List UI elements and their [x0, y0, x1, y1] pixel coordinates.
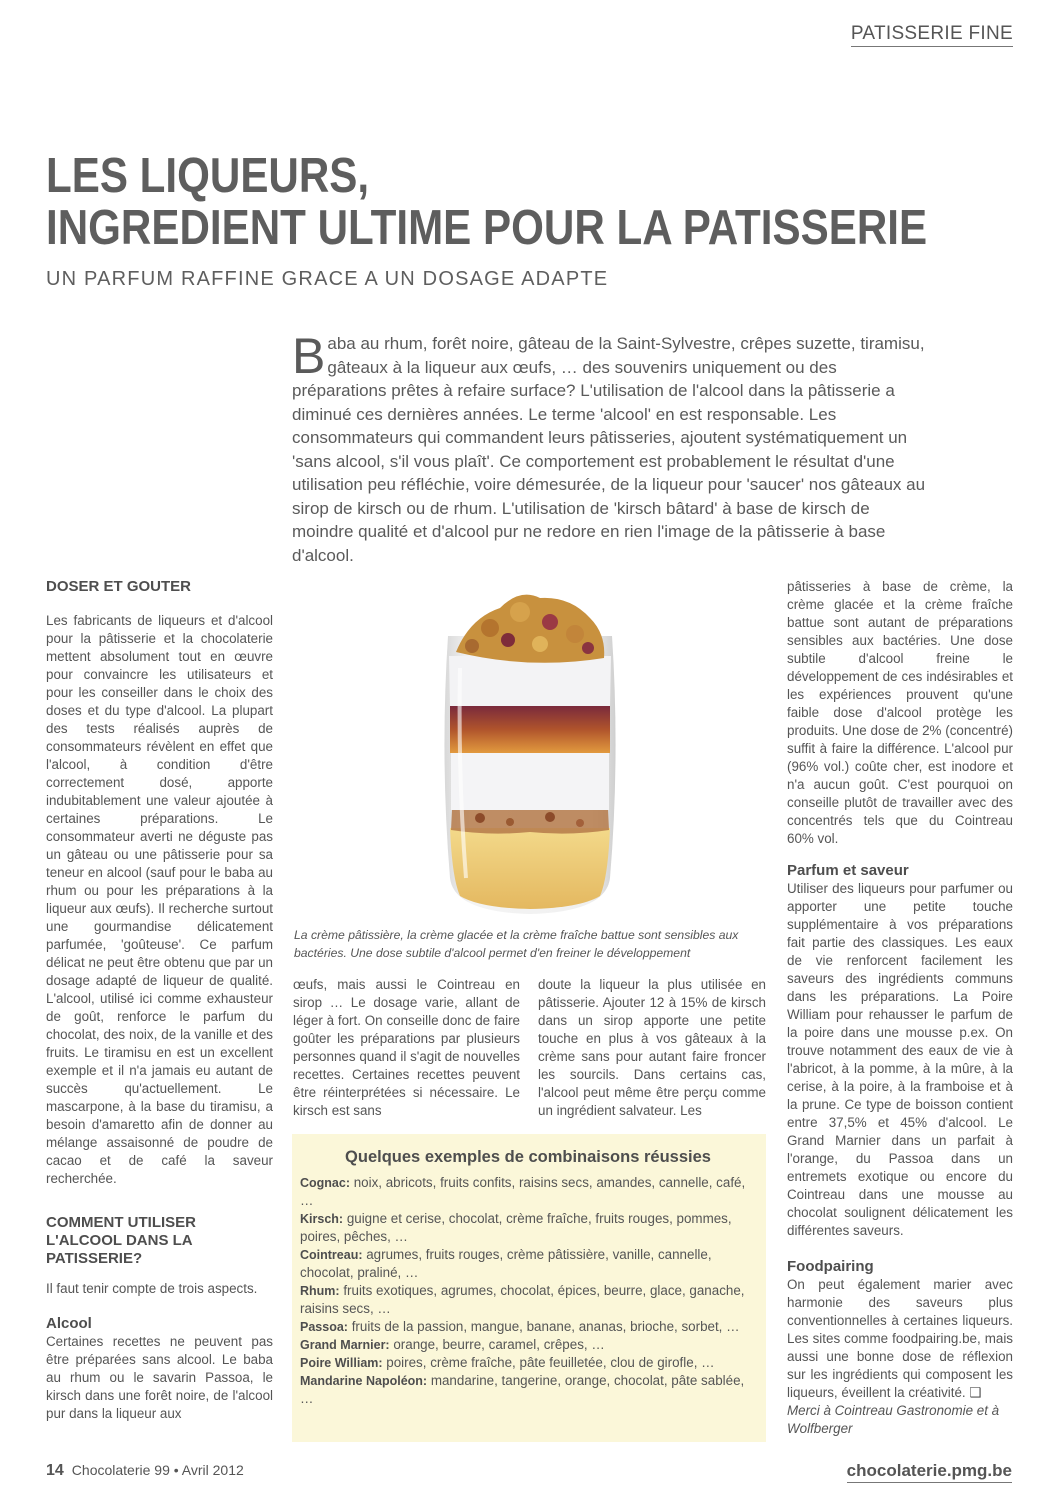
article-subtitle: UN PARFUM RAFFINE GRACE A UN DOSAGE ADAPTE: [46, 268, 609, 290]
title-line-2: INGREDIENT ULTIME POUR LA PATISSERIE: [46, 201, 928, 255]
left-column: [46, 578, 273, 1423]
box-item: [300, 1354, 756, 1372]
heading-doser: DOSER ET GOUTER: [46, 578, 192, 595]
box-item-text: poires, crème fraîche, pâte feuilletée, clou de girofle, …: [386, 1355, 715, 1370]
box-item-name: Kirsch:: [300, 1212, 344, 1226]
photo-caption: La crème pâtissière, la crème glacée et la crème fraîche battue sont sensibles aux bactéries. Une dose subtile d'alcool permet d'en freiner le développement: [294, 928, 739, 960]
right-column: [787, 578, 1013, 1438]
subhead-foodpairing: Foodpairing: [787, 1258, 874, 1275]
article-title: [46, 149, 928, 255]
box-item: [300, 1282, 756, 1318]
combinations-box: [292, 1134, 766, 1442]
box-item-name: Poire William:: [300, 1356, 383, 1370]
paragraph-doser: Les fabricants de liqueurs et d'alcool pour la pâtisserie et la chocolaterie mettent absolument tout en œuvre pour convaincre les utilisateurs et pour les conseiller dans le choix des doses et du type d'alcool. La plupart des tests réalisés auprès de consommateurs révèlent en effet que l'alcool, à condition d'être correctement dosé, apporte indubitablement une valeur ajoutée à certaines préparations. Le consommateur averti ne déguste pas un gâteau ou une pâtisserie pour sa teneur en alcool (sauf pour le baba au rhum ou pour les préparations à la liqueur aux œufs). Il recherche surtout une gourmandise délicatement parfumée, 'goûteuse'. Ce parfum délicat ne peut être obtenu que par un dosage adapté de liqueur de qualité. L'alcool, utilisé ici comme exhausteur de goût, renforce le parfum du chocolat, des noix, de la vanille et des fruits. Le tiramisu en est un excellent exemple et il n'a jamais eu autant de succès qu'actuellement. Le mascarpone, à la base du tiramisu, a besoin d'amaretto afin de donner au mélange assaisonné de poudre de cacao et de café la saveur recherchée.: [46, 613, 273, 1186]
middle-column-a: [293, 976, 520, 1120]
box-item: [300, 1246, 756, 1282]
box-item: [300, 1174, 756, 1210]
box-item-name: Cointreau:: [300, 1248, 363, 1262]
box-item-name: Mandarine Napoléon:: [300, 1374, 428, 1388]
box-item: [300, 1336, 756, 1354]
paragraph-aspects: Il faut tenir compte de trois aspects.: [46, 1281, 258, 1296]
footer-issue: [46, 1462, 244, 1480]
subhead-parfum: Parfum et saveur: [787, 862, 909, 879]
website-link[interactable]: chocolaterie.pmg.be: [847, 1460, 1012, 1483]
heading-comment-utiliser: COMMENT UTILISER L'ALCOOL DANS LA PATISSERIE?: [46, 1214, 196, 1267]
box-title: Quelques exemples de combinaisons réussies: [345, 1148, 711, 1166]
box-item-text: fruits de la passion, mangue, banane, ananas, brioche, sorbet, …: [351, 1319, 740, 1334]
dessert-glass-photo: [420, 578, 640, 920]
title-line-1: LES LIQUEURS,: [46, 149, 370, 203]
paragraph-bacteries: pâtisseries à base de crème, la crème glacée et la crème fraîche battue sont autant de préparations sensibles aux bactéries. Une dose subtile d'alcool freine le développement de ces indésirables et les expériences prouvent qu'une faible dose d'alcool protège les produits. Une dose de 2% (concentré) suffit à faire la différence. L'alcool pur (96% vol.) coûte cher, est inodore et n'a aucun goût. C'est pourquoi on conseille plutôt de travailler avec des concentrés tels que du Cointreau 60% vol.: [787, 579, 1013, 846]
credit-line: Merci à Cointreau Gastronomie et à Wolfberger: [787, 1403, 1000, 1436]
intro-text: aba au rhum, forêt noire, gâteau de la Saint-Sylvestre, crêpes suzette, tiramisu, gâteaux à la liqueur aux œufs, … des souvenirs uniquement ou des préparations prêtes à refaire surface? L'utilisation de l'alcool dans la pâtisserie a diminué ces dernières années. Le terme 'alcool' en est responsable. Les consommateurs qui commandent leurs pâtisseries, ajoutent systématiquement un 'sans alcool, s'il vous plaît'. Ce comportement est probablement le résultat d'une utilisation peu réfléchie, voire démesurée, de la liqueur pour 'saucer' nos gâteaux au sirop de kirsch ou de rhum. L'utilisation de 'kirsch bâtard' à base de kirsch de moindre qualité et d'alcool pur ne redore en rien l'image de la pâtisserie à base d'alcool.: [292, 334, 926, 565]
middle-column-b: [538, 976, 766, 1120]
box-item-text: fruits exotiques, agrumes, chocolat, épices, beurre, glace, ganache, raisins secs, …: [300, 1283, 745, 1316]
box-item-text: orange, beurre, caramel, crêpes, …: [393, 1337, 605, 1352]
paragraph-foodpairing: On peut également marier avec harmonie des saveurs plus conventionnelles à certaines liqueurs. Les sites comme foodpairing.be, mais aussi une bonne dose de réflexion sur les ingrédients qui composent les liqueurs, éveillent la créativité. ❑: [787, 1277, 1013, 1400]
drop-cap: B: [292, 328, 326, 384]
box-item-name: Passoa:: [300, 1320, 348, 1334]
paragraph-middle-a: œufs, mais aussi le Cointreau en sirop … Le dosage varie, allant de léger à fort. On conseille donc de faire goûter les préparations par plusieurs personnes quand il s'agit de nouvelles recettes. Certaines recettes peuvent être réinterprétées si nécessaire. Le kirsch est sans: [293, 977, 520, 1118]
box-item: [300, 1210, 756, 1246]
subhead-alcool: Alcool: [46, 1315, 92, 1332]
box-item-text: guigne et cerise, chocolat, crème fraîche, fruits rouges, pommes, poires, pêches, …: [300, 1211, 732, 1244]
box-item-text: agrumes, fruits rouges, crème pâtissière, vanille, cannelle, chocolat, praliné, …: [300, 1247, 712, 1280]
box-item: [300, 1372, 756, 1408]
paragraph-alcool: Certaines recettes ne peuvent pas être préparées sans alcool. Le baba au rhum ou le savarin Passoa, le kirsch dans une forêt noire, de l'alcool pur dans la liqueur aux: [46, 1334, 273, 1421]
box-item-name: Rhum:: [300, 1284, 340, 1298]
box-item: [300, 1318, 756, 1336]
box-item-text: noix, abricots, fruits confits, raisins secs, amandes, cannelle, café, …: [300, 1175, 746, 1208]
section-tag: PATISSERIE FINE: [851, 22, 1013, 47]
box-item-name: Cognac:: [300, 1176, 350, 1190]
box-item-text: mandarine, tangerine, orange, chocolat, pâte sablée, …: [300, 1373, 745, 1406]
page-number: 14: [46, 1462, 64, 1479]
paragraph-middle-b: doute la liqueur la plus utilisée en pâtisserie. Ajouter 12 à 15% de kirsch dans un sirop apporte une petite touche en plus à vos gâteaux à la crème sans pour autant faire froncer les sourcils. Dans certains cas, l'alcool peut même être perçu comme un ingrédient salvateur. Les: [538, 977, 766, 1118]
issue-info: Chocolaterie 99 • Avril 2012: [71, 1462, 244, 1478]
paragraph-parfum: Utiliser des liqueurs pour parfumer ou apporter une petite touche supplémentaire à vos préparations fait partie des classiques. Les eaux de vie renforcent facilement les saveurs des ingrédients communs dans les préparations. La Poire William pour rehausser le parfum de la poire dans une mousse p.ex. On trouve notamment des eaux de vie à l'abricot, à la pomme, à la mûre, à la cerise, à la poire, à la framboise et à la prune. Ce type de boisson contient entre 37,5% et 45% d'alcool. Le Grand Marnier dans un parfait à l'orange, du Passoa dans un entremets exotique ou encore du Cointreau dans une mousse au chocolat soulignent délicatement les différentes saveurs.: [787, 881, 1013, 1238]
box-item-name: Grand Marnier:: [300, 1338, 390, 1352]
intro-paragraph: [292, 328, 932, 567]
